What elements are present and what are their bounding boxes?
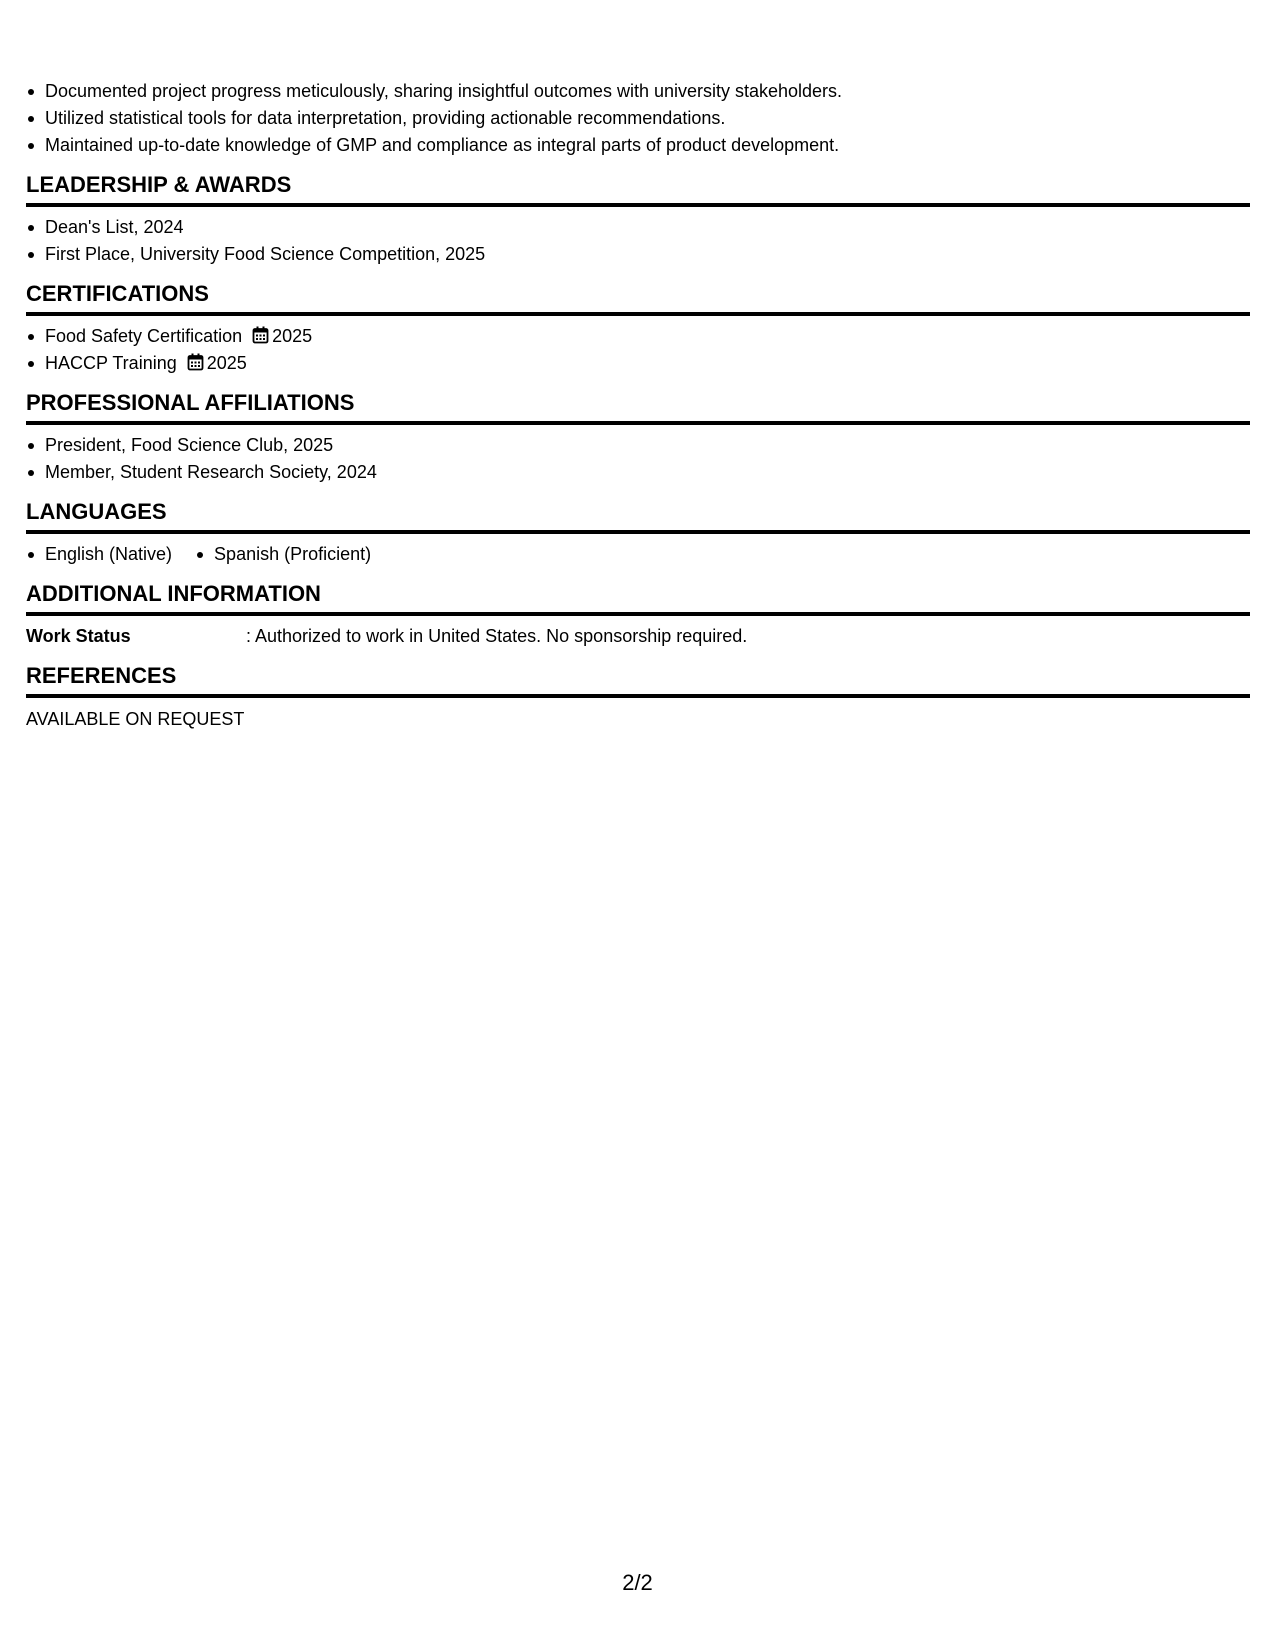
- certification-year: 2025: [272, 326, 313, 346]
- work-status-row: [26, 623, 1250, 650]
- certifications-section: [26, 281, 1250, 377]
- leadership-list: [26, 214, 1250, 268]
- section-title: CERTIFICATIONS: [26, 281, 1250, 316]
- section-title: ADDITIONAL INFORMATION: [26, 581, 1250, 616]
- section-title: REFERENCES: [26, 663, 1250, 698]
- additional-info-section: [26, 581, 1250, 650]
- list-item: Maintained up-to-date knowledge of GMP and compliance as integral parts of product development.: [26, 132, 1250, 159]
- references-text: AVAILABLE ON REQUEST: [26, 709, 245, 729]
- references-section: [26, 663, 1250, 733]
- section-title: LEADERSHIP & AWARDS: [26, 172, 1250, 207]
- calendar-icon: [187, 353, 204, 371]
- list-item: [26, 350, 1250, 377]
- certification-name: HACCP Training: [45, 353, 177, 373]
- section-title: LANGUAGES: [26, 499, 1250, 534]
- list-item: [26, 323, 1250, 350]
- resume-page: [26, 78, 1250, 733]
- work-status-value: : Authorized to work in United States. No sponsorship required.: [246, 626, 748, 646]
- languages-list: [26, 541, 1250, 568]
- affiliations-section: [26, 390, 1250, 486]
- list-item: Utilized statistical tools for data interpretation, providing actionable recommendations.: [26, 105, 1250, 132]
- work-status-label: Work Status: [26, 626, 131, 646]
- certifications-list: [26, 323, 1250, 377]
- languages-section: [26, 499, 1250, 568]
- leadership-section: [26, 172, 1250, 268]
- certification-name: Food Safety Certification: [45, 326, 243, 346]
- list-item: First Place, University Food Science Competition, 2025: [26, 241, 1250, 268]
- list-item: President, Food Science Club, 2025: [26, 432, 1250, 459]
- list-item: Member, Student Research Society, 2024: [26, 459, 1250, 486]
- section-title: PROFESSIONAL AFFILIATIONS: [26, 390, 1250, 425]
- affiliations-list: [26, 432, 1250, 486]
- page-number: 2/2: [622, 1570, 653, 1595]
- list-item: Dean's List, 2024: [26, 214, 1250, 241]
- list-item: Spanish (Proficient): [195, 541, 371, 568]
- list-item: English (Native): [26, 541, 172, 568]
- experience-bullet-list: [26, 78, 1250, 159]
- calendar-icon: [252, 326, 269, 344]
- certification-year: 2025: [206, 353, 247, 373]
- list-item: Documented project progress meticulously, sharing insightful outcomes with university stakeholders.: [26, 78, 1250, 105]
